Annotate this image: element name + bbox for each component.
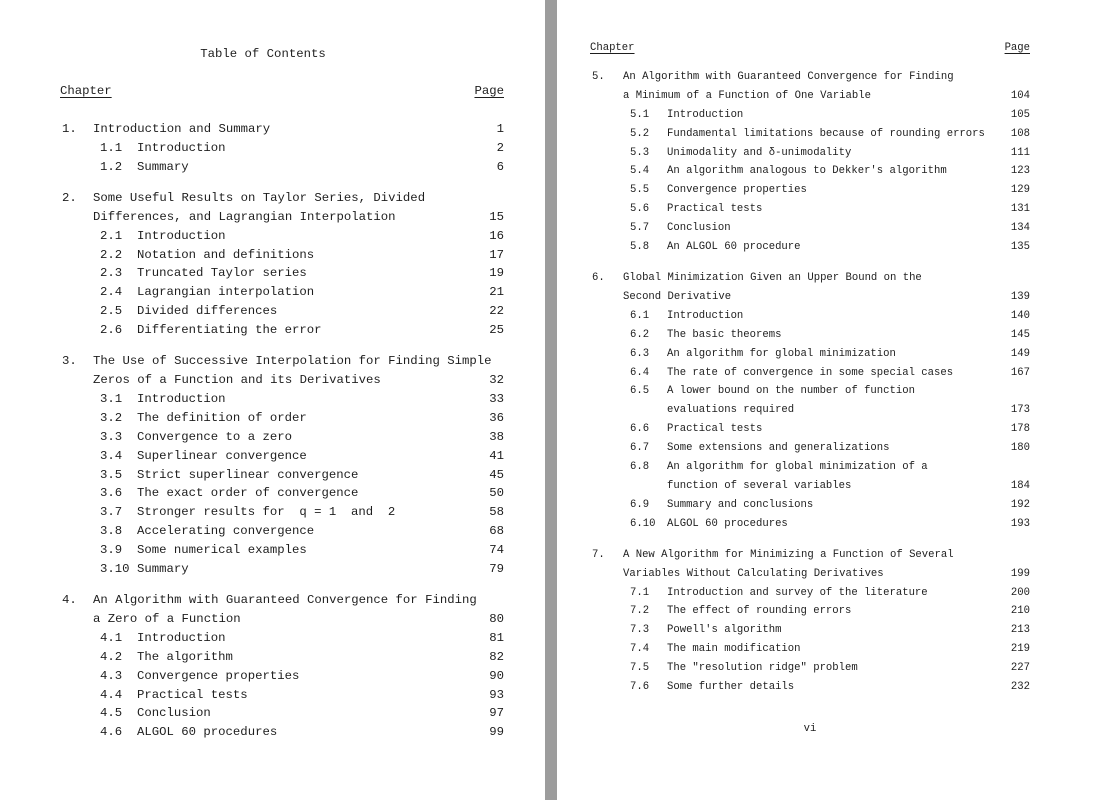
toc-row <box>590 546 1030 565</box>
toc-entry-page-number: 210 <box>1010 605 1030 618</box>
toc-entry-page-number: 232 <box>1010 680 1030 693</box>
toc-entry-title: Practical tests <box>667 423 763 436</box>
toc-entry-title: Global Minimization Given an Upper Bound on the <box>623 272 922 285</box>
toc-entry-page-number: 6 <box>496 159 504 174</box>
toc-entry-number: 6.6 <box>630 423 650 436</box>
toc-entry-page-number: 74 <box>489 543 504 558</box>
toc-entry-title: ALGOL 60 procedures <box>137 725 278 740</box>
toc-entry-title: a Zero of a Function <box>93 611 241 626</box>
toc-row <box>60 227 504 246</box>
chapter-column-header: Chapter <box>590 42 635 54</box>
toc-entry-title: Some numerical examples <box>137 543 307 558</box>
toc-entry-page-number: 219 <box>1010 643 1030 656</box>
toc-entry-title: Divided differences <box>137 304 278 319</box>
toc-entry-page-number: 81 <box>489 630 504 645</box>
toc-entry-page-number: 213 <box>1010 624 1030 637</box>
toc-entry-page-number: 135 <box>1010 241 1030 254</box>
toc-row <box>590 401 1030 420</box>
toc-row <box>60 541 504 560</box>
toc-row <box>60 503 504 522</box>
toc-row <box>590 621 1030 640</box>
toc-entry-title: Convergence properties <box>137 668 300 683</box>
toc-entry-number: 7.1 <box>630 586 650 599</box>
column-header-row <box>590 39 1030 58</box>
toc-entry-page-number: 41 <box>489 448 504 463</box>
toc-entry-page-number: 79 <box>489 561 504 576</box>
toc-entry-number: 4.4 <box>100 687 123 702</box>
toc-row <box>60 390 504 409</box>
toc-entry-title: The definition of order <box>137 410 307 425</box>
toc-row <box>60 246 504 265</box>
toc-entry-number: 3. <box>62 354 77 369</box>
toc-entry-page-number: 45 <box>489 467 504 482</box>
toc-entry-page-number: 93 <box>489 687 504 702</box>
toc-entry-title: Conclusion <box>667 222 731 235</box>
toc-entry-number: 5.8 <box>630 241 650 254</box>
toc-entry-title: An Algorithm with Guaranteed Convergence for Finding <box>623 71 954 83</box>
toc-entry-page-number: 15 <box>489 209 504 224</box>
toc-row <box>590 458 1030 477</box>
toc-entry-page-number: 17 <box>489 247 504 262</box>
toc-entry-page-number: 129 <box>1010 184 1030 197</box>
toc-entry-title: Introduction and survey of the literature <box>667 586 928 599</box>
toc-entry-title: The rate of convergence in some special cases <box>667 366 954 379</box>
toc-entry-title: Summary <box>137 159 189 174</box>
toc-row <box>60 371 504 390</box>
toc-page-right <box>590 39 1030 735</box>
toc-entry-title: Introduction <box>667 309 744 322</box>
toc-entry-title: The effect of rounding errors <box>667 605 852 618</box>
toc-entry-number: 4.5 <box>100 706 123 721</box>
toc-entry-page-number: 131 <box>1010 203 1030 216</box>
toc-row <box>590 144 1030 163</box>
toc-entry-title: Summary and conclusions <box>667 498 814 511</box>
toc-row <box>60 629 504 648</box>
toc-entry-page-number: 99 <box>489 725 504 740</box>
toc-row <box>590 345 1030 364</box>
toc-entry-title: A lower bound on the number of function <box>667 385 915 398</box>
toc-row <box>590 162 1030 181</box>
toc-entry-title: The main modification <box>667 643 801 656</box>
toc-entry-page-number: 97 <box>489 706 504 721</box>
toc-entry-number: 1.1 <box>100 140 123 155</box>
toc-row <box>590 87 1030 106</box>
toc-entry-title: Lagrangian interpolation <box>137 285 315 300</box>
toc-entry-page-number: 25 <box>489 323 504 338</box>
toc-entry-number: 3.6 <box>100 486 123 501</box>
toc-row <box>590 238 1030 257</box>
toc-entry-title: Differentiating the error <box>137 323 322 338</box>
toc-entry-page-number: 180 <box>1010 442 1030 455</box>
toc-entry-title: Powell's algorithm <box>667 624 782 637</box>
toc-entry-number: 6.3 <box>630 347 650 360</box>
toc-entry-title: The exact order of convergence <box>137 486 359 501</box>
toc-entry-title: Summary <box>137 561 189 576</box>
toc-row <box>590 565 1030 584</box>
toc-row <box>590 477 1030 496</box>
toc-entry-page-number: 1 <box>496 122 504 136</box>
toc-row <box>590 364 1030 383</box>
toc-entries-right <box>590 68 1030 697</box>
toc-entry-title: An Algorithm with Guaranteed Convergence for Finding <box>93 593 477 608</box>
toc-entry-page-number: 58 <box>489 505 504 520</box>
toc-row <box>60 704 504 723</box>
toc-entry-number: 3.4 <box>100 448 123 463</box>
toc-entry-number: 2.2 <box>100 247 123 262</box>
toc-entry-title: Fundamental limitations because of rounding errors <box>667 127 985 140</box>
toc-row <box>590 288 1030 307</box>
toc-entry-number: 5.1 <box>630 108 650 121</box>
toc-entry-title: Practical tests <box>137 687 248 702</box>
toc-entry-number: 7.5 <box>630 662 650 675</box>
toc-entry-page-number: 36 <box>489 410 504 425</box>
toc-entry-page-number: 145 <box>1010 328 1030 341</box>
toc-entry-title: Practical tests <box>667 203 763 216</box>
toc-row <box>60 686 504 705</box>
toc-row <box>60 208 504 227</box>
toc-entry-page-number: 184 <box>1010 479 1030 492</box>
toc-row <box>60 648 504 667</box>
toc-entry-number: 3.8 <box>100 524 123 539</box>
toc-page-left <box>60 45 504 742</box>
toc-entry-number: 6.1 <box>630 309 650 322</box>
toc-entry-page-number: 68 <box>489 524 504 539</box>
toc-entry-number: 7. <box>592 548 605 561</box>
toc-entries-left <box>60 120 504 742</box>
toc-entry-title: Introduction <box>667 108 744 121</box>
toc-row <box>60 723 504 742</box>
toc-entry-title: Truncated Taylor series <box>137 266 307 281</box>
toc-row <box>60 283 504 302</box>
toc-entry-number: 2.1 <box>100 228 123 243</box>
toc-entry-number: 6. <box>592 272 605 285</box>
toc-entry-number: 3.7 <box>100 505 123 520</box>
toc-entry-title: Variables Without Calculating Derivatives <box>623 567 884 580</box>
toc-row <box>590 439 1030 458</box>
toc-entry-page-number: 2 <box>496 140 504 155</box>
toc-entry-title: Some further details <box>667 680 795 693</box>
toc-entry-title: An algorithm for global minimization <box>667 347 896 360</box>
toc-entry-title: Accelerating convergence <box>137 524 315 539</box>
toc-entry-page-number: 123 <box>1010 165 1030 178</box>
toc-entry-title: Convergence properties <box>667 184 807 197</box>
toc-row <box>590 181 1030 200</box>
toc-row <box>590 200 1030 219</box>
toc-entry-number: 5.7 <box>630 222 650 235</box>
toc-entry-title: An algorithm for global minimization of a <box>667 461 928 473</box>
toc-row <box>590 106 1030 125</box>
toc-row <box>60 352 504 371</box>
toc-entry-title: Some extensions and generalizations <box>667 442 890 455</box>
toc-row <box>60 447 504 466</box>
toc-entry-title: Introduction <box>137 391 226 406</box>
toc-row <box>60 321 504 340</box>
toc-entry-page-number: 149 <box>1010 347 1030 360</box>
toc-entry-number: 2.4 <box>100 285 123 300</box>
toc-entry-title: a Minimum of a Function of One Variable <box>623 89 871 102</box>
toc-entry-page-number: 167 <box>1010 366 1030 379</box>
toc-entry-number: 3.10 <box>100 561 130 576</box>
toc-entry-number: 4.6 <box>100 725 123 740</box>
toc-entry-number: 3.3 <box>100 429 123 444</box>
toc-entry-page-number: 80 <box>489 611 504 626</box>
toc-entry-title: Second Derivative <box>623 290 732 303</box>
toc-entry-page-number: 16 <box>489 228 504 243</box>
toc-entry-number: 4.1 <box>100 630 123 645</box>
toc-entry-title: Some Useful Results on Taylor Series, Divided <box>93 190 426 205</box>
toc-entry-page-number: 173 <box>1010 404 1030 417</box>
toc-entry-number: 6.9 <box>630 498 650 511</box>
toc-row <box>590 326 1030 345</box>
toc-entry-page-number: 33 <box>489 391 504 406</box>
toc-entry-title: Introduction and Summary <box>93 122 271 136</box>
toc-row <box>590 382 1030 401</box>
toc-row <box>60 667 504 686</box>
toc-entry-title: Differences, and Lagrangian Interpolation <box>93 209 396 224</box>
toc-entry-number: 5.4 <box>630 165 650 178</box>
toc-row <box>60 522 504 541</box>
toc-entry-number: 7.4 <box>630 643 650 656</box>
toc-row <box>60 302 504 321</box>
toc-entry-number: 4. <box>62 593 77 608</box>
toc-row <box>590 68 1030 87</box>
toc-row <box>590 640 1030 659</box>
toc-entry-number: 7.3 <box>630 624 650 637</box>
page-column-header: Page <box>1004 42 1030 54</box>
toc-entry-title: The "resolution ridge" problem <box>667 662 858 675</box>
toc-entry-number: 7.2 <box>630 605 650 618</box>
toc-entry-number: 1.2 <box>100 159 123 174</box>
toc-row <box>60 591 504 610</box>
toc-entry-title: Zeros of a Function and its Derivatives <box>93 373 381 388</box>
folio-page-number: vi <box>803 723 817 735</box>
toc-entry-number: 5.6 <box>630 203 650 216</box>
toc-row <box>590 515 1030 534</box>
toc-entry-number: 6.10 <box>630 517 656 530</box>
toc-entry-title: Stronger results for q = 1 and 2 <box>137 505 396 520</box>
toc-row <box>590 219 1030 238</box>
chapter-column-header: Chapter <box>60 84 112 98</box>
toc-row <box>60 466 504 485</box>
toc-row <box>590 420 1030 439</box>
toc-entry-page-number: 90 <box>489 668 504 683</box>
toc-entry-page-number: 199 <box>1010 567 1030 580</box>
toc-entry-page-number: 82 <box>489 649 504 664</box>
toc-row <box>60 428 504 447</box>
toc-entry-number: 6.4 <box>630 366 650 379</box>
toc-entry-number: 4.2 <box>100 649 123 664</box>
toc-entry-number: 1. <box>62 122 77 136</box>
toc-row <box>60 610 504 629</box>
toc-entry-number: 2.5 <box>100 304 123 319</box>
toc-entry-number: 6.8 <box>630 461 650 473</box>
toc-entry-page-number: 38 <box>489 429 504 444</box>
toc-entry-number: 2. <box>62 190 77 205</box>
toc-row <box>60 409 504 428</box>
page-gutter-divider <box>545 0 557 800</box>
toc-entry-title: ALGOL 60 procedures <box>667 517 788 530</box>
toc-entry-number: 6.7 <box>630 442 650 455</box>
toc-entry-page-number: 21 <box>489 285 504 300</box>
toc-row <box>590 678 1030 697</box>
toc-row <box>590 269 1030 288</box>
toc-entry-title: function of several variables <box>667 479 852 492</box>
toc-row <box>60 484 504 503</box>
toc-entry-page-number: 140 <box>1010 309 1030 322</box>
toc-entry-page-number: 200 <box>1010 586 1030 599</box>
toc-entry-title: A New Algorithm for Minimizing a Function of Several <box>623 548 954 561</box>
toc-row <box>60 158 504 177</box>
toc-entry-page-number: 19 <box>489 266 504 281</box>
toc-entry-number: 2.3 <box>100 266 123 281</box>
toc-entry-page-number: 104 <box>1010 89 1030 102</box>
toc-entry-title: An ALGOL 60 procedure <box>667 241 801 254</box>
toc-entry-title: The basic theorems <box>667 328 782 341</box>
toc-entry-page-number: 139 <box>1010 290 1030 303</box>
toc-entry-number: 3.1 <box>100 391 123 406</box>
toc-entry-number: 5.2 <box>630 127 650 140</box>
toc-row <box>590 496 1030 515</box>
toc-entry-title: Introduction <box>137 228 226 243</box>
toc-entry-title: Introduction <box>137 630 226 645</box>
toc-entry-title: Conclusion <box>137 706 211 721</box>
toc-entry-number: 5.5 <box>630 184 650 197</box>
toc-row <box>60 264 504 283</box>
toc-entry-number: 7.6 <box>630 680 650 693</box>
toc-entry-title: An algorithm analogous to Dekker's algorithm <box>667 165 947 178</box>
toc-entry-page-number: 50 <box>489 486 504 501</box>
toc-entry-title: The Use of Successive Interpolation for Finding Simple <box>93 354 492 369</box>
toc-row <box>60 560 504 579</box>
toc-entry-page-number: 105 <box>1010 108 1030 121</box>
toc-entry-page-number: 134 <box>1010 222 1030 235</box>
toc-entry-page-number: 108 <box>1010 127 1030 140</box>
toc-row <box>60 120 504 139</box>
toc-entry-page-number: 32 <box>489 373 504 388</box>
toc-entry-page-number: 111 <box>1010 146 1030 159</box>
toc-entry-number: 6.2 <box>630 328 650 341</box>
toc-entry-title: evaluations required <box>667 404 795 417</box>
toc-entry-number: 3.9 <box>100 543 123 558</box>
toc-entry-number: 3.2 <box>100 410 123 425</box>
toc-entry-page-number: 22 <box>489 304 504 319</box>
toc-entry-page-number: 193 <box>1010 517 1030 530</box>
toc-title: Table of Contents <box>200 47 326 61</box>
column-header-row <box>60 82 504 101</box>
toc-row <box>590 659 1030 678</box>
page-column-header: Page <box>474 84 504 98</box>
toc-entry-page-number: 227 <box>1010 662 1030 675</box>
toc-entry-number: 6.5 <box>630 385 650 398</box>
toc-row <box>590 584 1030 603</box>
toc-row <box>590 602 1030 621</box>
toc-row <box>590 125 1030 144</box>
toc-entry-number: 3.5 <box>100 467 123 482</box>
toc-entry-title: Convergence to a zero <box>137 429 292 444</box>
toc-entry-title: Strict superlinear convergence <box>137 467 359 482</box>
toc-row <box>60 139 504 158</box>
toc-entry-title: The algorithm <box>137 649 233 664</box>
toc-entry-number: 2.6 <box>100 323 123 338</box>
toc-entry-number: 4.3 <box>100 668 123 683</box>
toc-entry-title: Introduction <box>137 140 226 155</box>
toc-entry-title: Superlinear convergence <box>137 448 307 463</box>
toc-entry-title: Unimodality and δ-unimodality <box>667 146 852 159</box>
toc-entry-page-number: 178 <box>1010 423 1030 436</box>
toc-entry-number: 5. <box>592 71 605 83</box>
toc-row <box>60 189 504 208</box>
toc-entry-number: 5.3 <box>630 146 650 159</box>
toc-entry-title: Notation and definitions <box>137 247 315 262</box>
toc-row <box>590 307 1030 326</box>
toc-entry-page-number: 192 <box>1010 498 1030 511</box>
